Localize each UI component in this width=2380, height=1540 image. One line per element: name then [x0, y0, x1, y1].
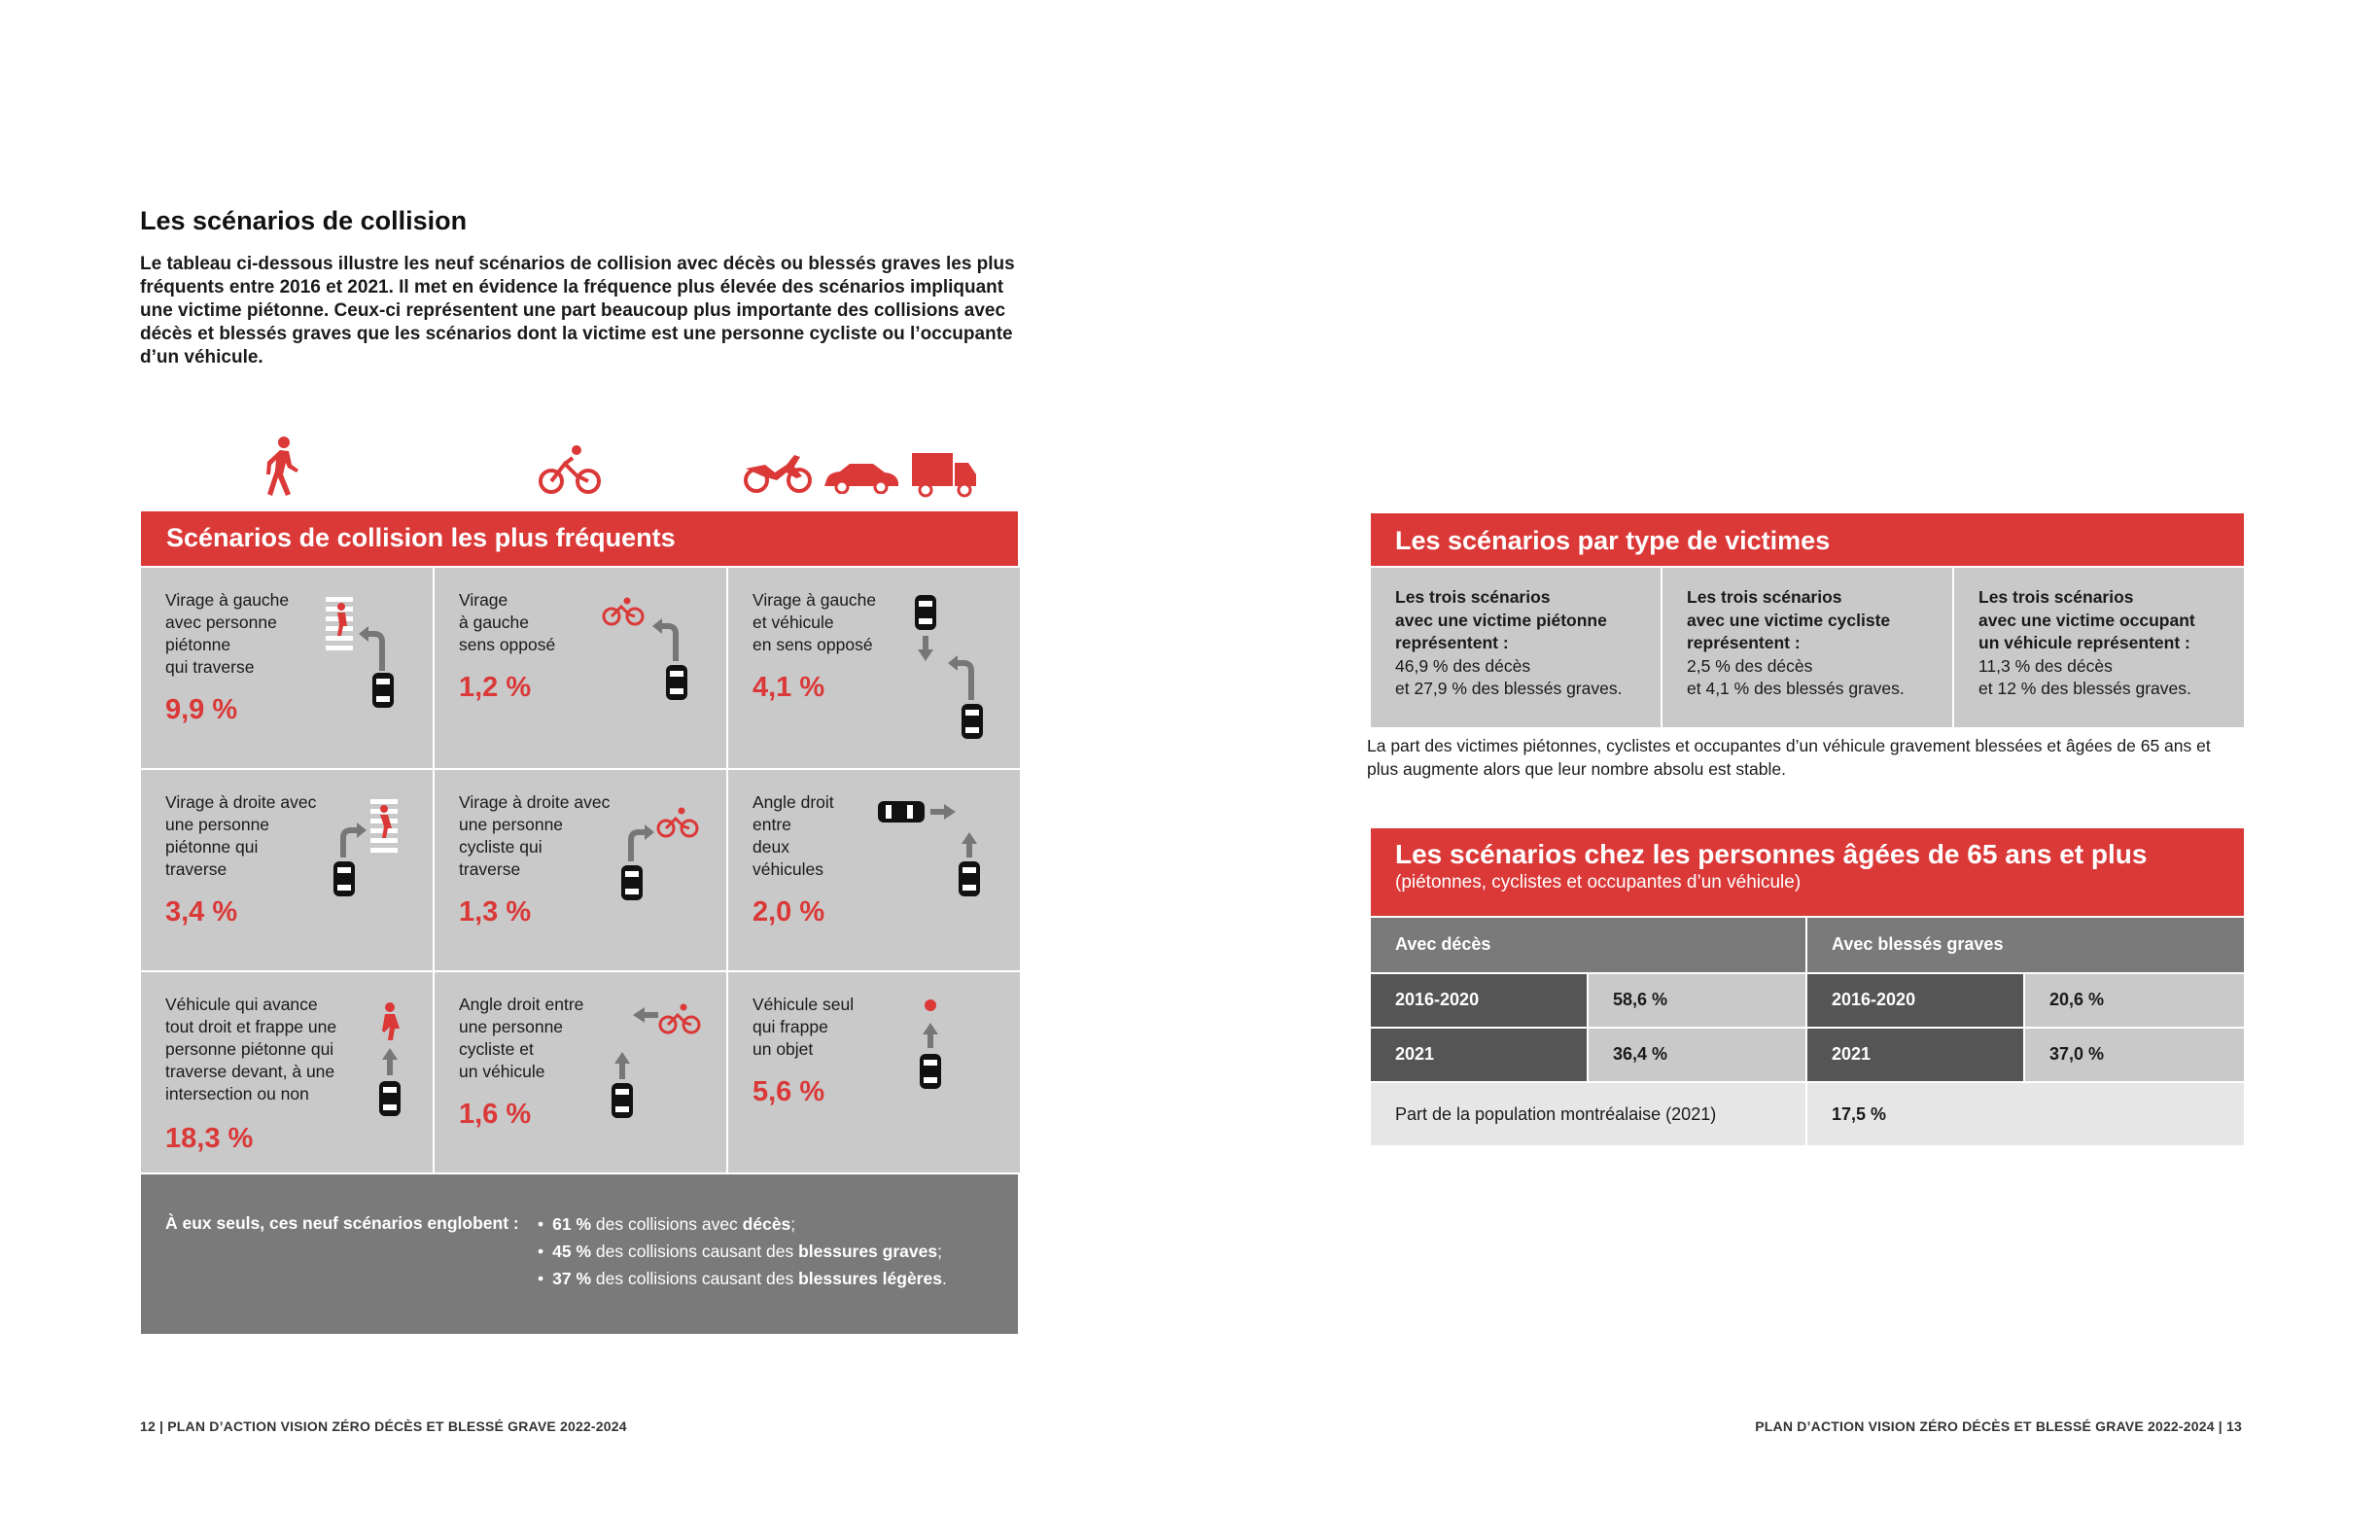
scenario-label: Virage à gauche avec personne piétonne qui traverse — [165, 590, 290, 677]
scenario-label: Véhicule qui avance tout droit et frappe une personne piétonne qui traverse devant, à une intersection ou non — [165, 995, 337, 1103]
intro-paragraph: Le tableau ci-dessous illustre les neuf scénarios de collision avec décès ou blessés graves les plus fréquents entre 2016 et 2021. Il met en évidence la fréquence plus élevée des scénarios impliquant une victime piétonne. Ceux-ci représentent une part beaucoup plus importante des collisions avec décès et blessés graves que les scénarios dont la victime est une personne cycliste ou l’occupante d’un véhicule. — [140, 254, 1015, 368]
summary-box — [141, 1174, 1018, 1334]
scenario-label: Angle droit entre une personne cycliste et un véhicule — [459, 995, 584, 1081]
scenario-percent: 5,6 % — [752, 1076, 825, 1107]
scenario-label: Virage à gauche sens opposé — [459, 590, 556, 654]
scenario-cell — [728, 770, 1020, 970]
victim-type-table — [1371, 513, 2244, 727]
cyclist-icon — [538, 442, 602, 497]
left-turn-opposing-cyclist-icon — [602, 597, 689, 704]
table-row: 2016-2020 58,6 % 2016-2020 20,6 % — [1371, 974, 2244, 1027]
scenario-cell — [728, 972, 1020, 1172]
pedestrian-icon — [262, 436, 301, 498]
victim-table-note: La part des victimes piétonnes, cyclistes et occupantes d’un véhicule gravement blessées et âgées de 65 ans et plus augmente alors que leur nombre absolu est stable. — [1367, 736, 2211, 779]
scenario-percent: 1,2 % — [459, 672, 532, 703]
scenario-label: Virage à droite avec une personne cycliste qui traverse — [459, 792, 611, 879]
scenario-label: Véhicule seul qui frappe un objet — [752, 995, 855, 1059]
scenario-cell — [141, 770, 433, 970]
scenario-cell — [435, 568, 726, 768]
scenario-cell — [435, 770, 726, 970]
summary-item: • 45 % des collisions causant des blessures graves; — [538, 1241, 947, 1268]
scenario-label: Virage à gauche et véhicule en sens opposé — [752, 590, 877, 654]
table-row: 2021 36,4 % 2021 37,0 % — [1371, 1029, 2244, 1081]
scenario-label: Virage à droite avec une personne piétonne qui traverse — [165, 792, 317, 879]
left-turn-opposing-vehicle-icon — [913, 593, 991, 749]
col-deaths-header: Avec décès — [1371, 918, 1805, 972]
right-turn-pedestrian-icon — [332, 799, 409, 916]
summary-lead: À eux seuls, ces neuf scénarios englobent : — [165, 1213, 519, 1233]
straight-pedestrian-icon — [372, 1001, 407, 1138]
left-turn-pedestrian-icon — [326, 593, 403, 710]
right-angle-cyclist-vehicle-icon — [610, 1001, 707, 1118]
summary-item: • 61 % des collisions avec décès; — [538, 1213, 947, 1241]
scenario-label: Angle droit entre deux véhicules — [752, 792, 834, 879]
population-row — [1371, 1083, 2244, 1145]
scenario-percent: 9,9 % — [165, 694, 238, 725]
scenario-table-title: Scénarios de collision les plus fréquents — [141, 511, 1018, 566]
section-title: Les scénarios de collision — [140, 206, 468, 235]
seniors-table-subtitle: (piétonnes, cyclistes et occupantes d’un véhicule) — [1395, 872, 1802, 892]
scenario-percent: 18,3 % — [165, 1123, 254, 1154]
seniors-table-header — [1371, 828, 2244, 916]
right-turn-cyclist-icon — [619, 799, 707, 906]
footer-right: PLAN D’ACTION VISION ZÉRO DÉCÈS ET BLESSÉ GRAVE 2022-2024 | 13 — [1755, 1418, 2242, 1434]
scenario-percent: 1,6 % — [459, 1099, 532, 1130]
population-value: 17,5 % — [1807, 1083, 2244, 1145]
single-vehicle-object-icon — [913, 999, 948, 1116]
scenario-cell — [141, 568, 433, 768]
scenario-table — [141, 511, 1018, 1334]
victim-table-title: Les scénarios par type de victimes — [1371, 513, 2244, 566]
truck-icon — [912, 451, 978, 498]
scenario-cell — [728, 568, 1020, 768]
summary-list — [538, 1213, 947, 1295]
victim-cell-cyclist: Les trois scénarios avec une victime cycliste représentent : 2,5 % des décès et 4,1 % des blessés graves. — [1662, 568, 1952, 727]
footer-left: 12 | PLAN D’ACTION VISION ZÉRO DÉCÈS ET BLESSÉ GRAVE 2022-2024 — [140, 1418, 627, 1434]
scenario-percent: 2,0 % — [752, 896, 825, 928]
scenario-cell — [435, 972, 726, 1172]
scenario-percent: 3,4 % — [165, 896, 238, 928]
population-label: Part de la population montréalaise (2021) — [1371, 1083, 1805, 1145]
scenario-percent: 4,1 % — [752, 672, 825, 703]
right-angle-vehicles-icon — [876, 799, 993, 916]
seniors-table — [1371, 828, 2244, 1145]
motorcycle-icon — [744, 447, 812, 494]
col-injuries-header: Avec blessés graves — [1807, 918, 2244, 972]
summary-item: • 37 % des collisions causant des blessures légères. — [538, 1268, 947, 1295]
victim-cell-pedestrian: Les trois scénarios avec une victime piétonne représentent : 46,9 % des décès et 27,9 % des blessés graves. — [1371, 568, 1661, 727]
car-icon — [822, 461, 900, 494]
seniors-table-title: Les scénarios chez les personnes âgées de 65 ans et plus — [1395, 839, 2148, 869]
victim-cell-occupant: Les trois scénarios avec une victime occupant un véhicule représentent : 11,3 % des décès et 12 % des blessés graves. — [1954, 568, 2244, 727]
scenario-cell — [141, 972, 433, 1172]
scenario-percent: 1,3 % — [459, 896, 532, 928]
